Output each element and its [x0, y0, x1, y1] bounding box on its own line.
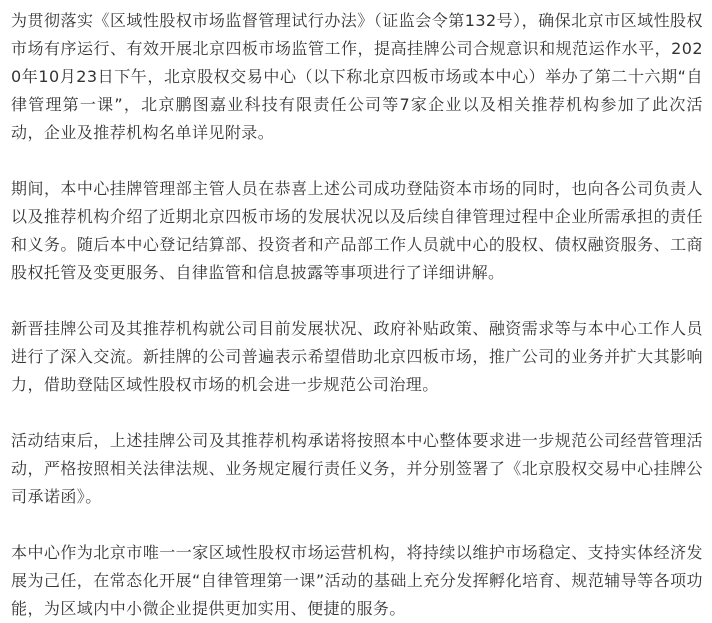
paragraph-briefing: 期间，本中心挂牌管理部主管人员在恭喜上述公司成功登陆资本市场的同时，也向各公司负责人以及推荐机构介绍了近期北京四板市场的发展状况以及后续自律管理过程中企业所需承担的责任和义务。随后本中心登记结算部、投资者和产品部工作人员就中心的股权、债权融资服务、工商股权托管及变更服务、自律监管和信息披露等事项进行了详细讲解。: [11, 179, 703, 282]
paragraph-exchange: 新晋挂牌公司及其推荐机构就公司目前发展状况、政府补贴政策、融资需求等与本中心工作人员进行了深入交流。新挂牌的公司普遍表示希望借助北京四板市场，推广公司的业务并扩大其影响力，借助登陆区域性股权市场的机会进一步规范公司治理。: [11, 319, 703, 394]
article-body: [11, 7, 703, 623]
paragraph-commitment: 活动结束后，上述挂牌公司及其推荐机构承诺将按照本中心整体要求进一步规范公司经营管理活动，严格按照相关法律法规、业务规定履行责任义务，并分别签署了《北京股权交易中心挂牌公司承诺函》。: [11, 431, 703, 506]
paragraph-intro: 为贯彻落实《区域性股权市场监督管理试行办法》（证监会令第132号），确保北京市区域性股权市场有序运行、有效开展北京四板市场监管工作，提高挂牌公司合规意识和规范运作水平，2020年10月23日下午，北京股权交易中心（以下称北京四板市场或本中心）举办了第二十六期“自律管理第一课”，北京鹏图嘉业科技有限责任公司等7家企业以及相关推荐机构参加了此次活动，企业及推荐机构名单详见附录。: [11, 11, 703, 142]
paragraph-closing: 本中心作为北京市唯一一家区域性股权市场运营机构，将持续以维护市场稳定、支持实体经济发展为己任，在常态化开展“自律管理第一课”活动的基础上充分发挥孵化培育、规范辅导等各项功能，为区域内中小微企业提供更加实用、便捷的服务。: [11, 543, 703, 618]
